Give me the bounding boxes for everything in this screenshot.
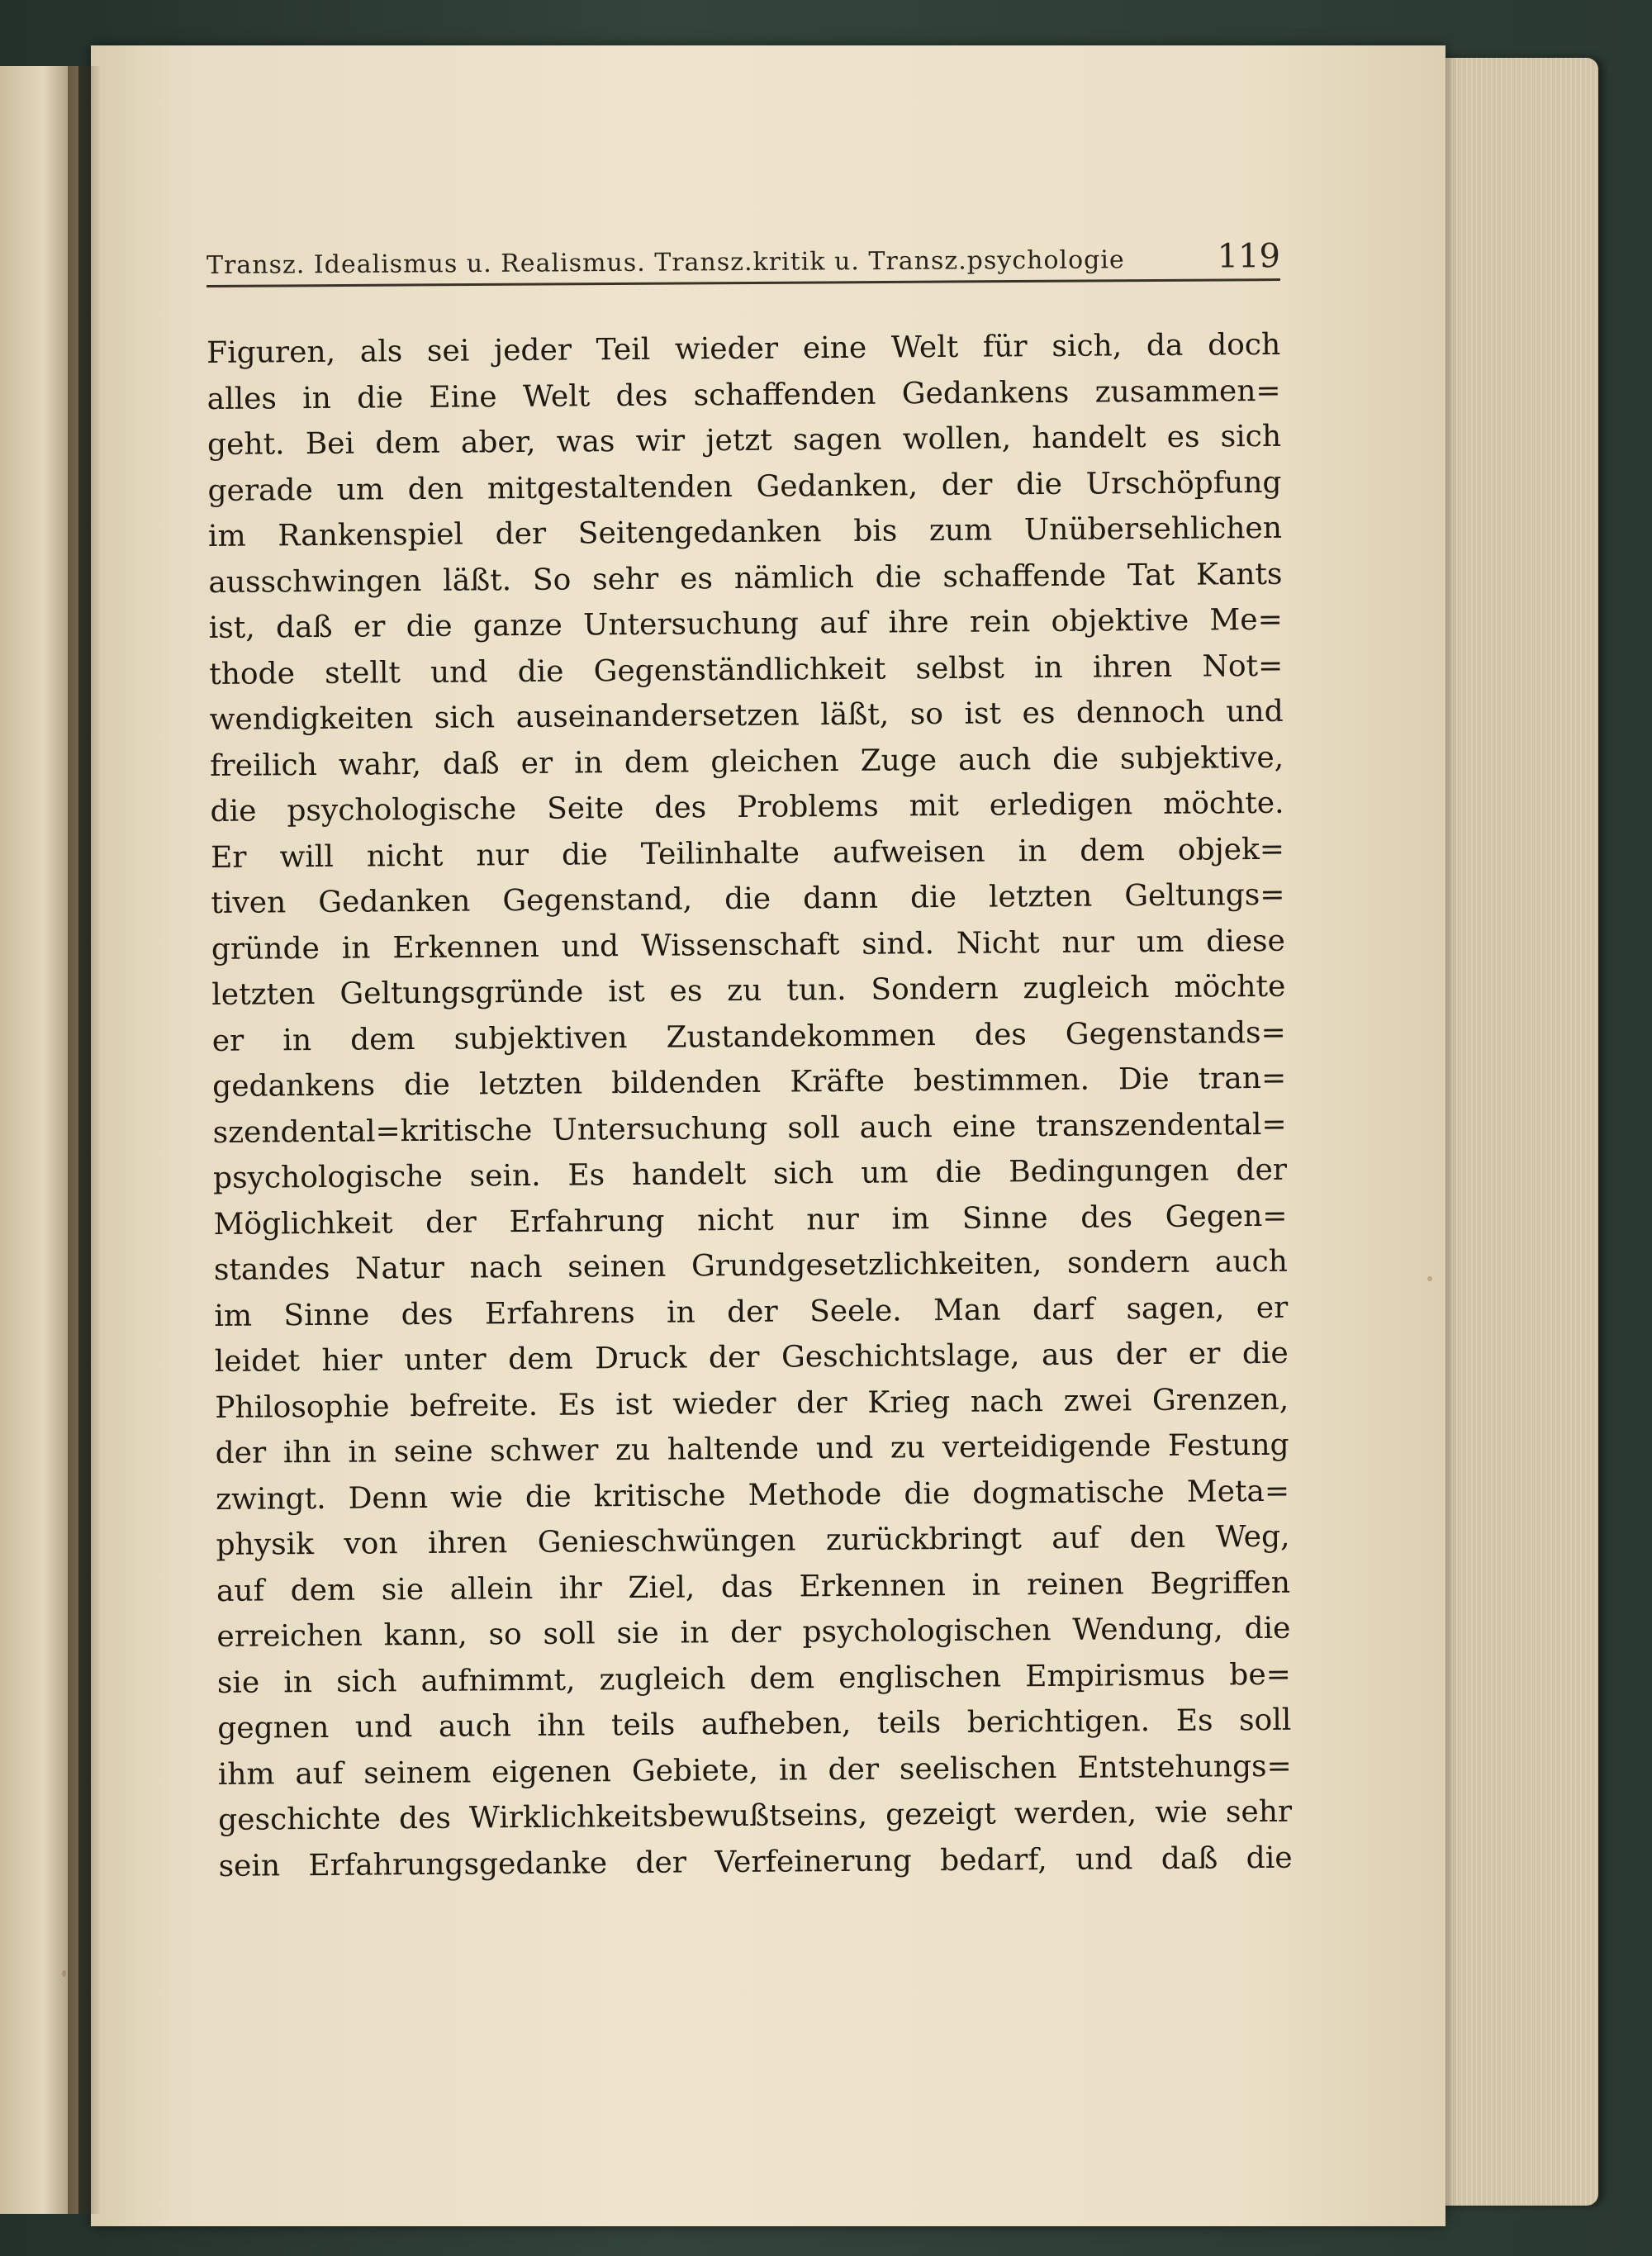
page-gutter-shadow: [68, 66, 101, 2214]
text-line: ist, daß er die ganze Untersuchung auf ihre rein objektive Me=: [208, 602, 1283, 645]
text-line: geschichte des Wirklichkeitsbewußtseins, gezeigt werden, wie sehr: [218, 1794, 1293, 1837]
text-line: der ihn in seine schwer zu haltende und zu verteidigende Festung: [215, 1427, 1289, 1470]
text-line: thode stellt und die Gegenständlichkeit selbst in ihren Not=: [209, 648, 1284, 691]
running-header: [206, 237, 1280, 282]
text-line: zwingt. Denn wie die kritische Methode die dogmatische Meta=: [215, 1474, 1290, 1517]
text-line: alles in die Eine Welt des schaffenden Gedankens zusammen=: [206, 373, 1281, 416]
text-line: ausschwingen läßt. So sehr es nämlich die schaffende Tat Kants: [208, 557, 1283, 600]
text-line: Philosophie befreite. Es ist wieder der Krieg nach zwei Grenzen,: [215, 1382, 1289, 1425]
text-line: geht. Bei dem aber, was wir jetzt sagen wollen, handelt es sich: [206, 419, 1282, 462]
text-line: physik von ihren Genieschwüngen zurückbringt auf den Weg,: [216, 1519, 1290, 1562]
text-line: die psychologische Seite des Problems mit erledigen möchte.: [210, 786, 1284, 829]
text-line: sie in sich aufnimmt, zugleich dem englischen Empirismus be=: [216, 1657, 1291, 1700]
text-line: standes Natur nach seinen Grundgesetzlichkeiten, sondern auch: [213, 1244, 1289, 1287]
text-line: gerade um den mitgestaltenden Gedanken, der die Urschöpfung: [207, 465, 1282, 508]
text-line: gedankens die letzten bildenden Kräfte bestimmen. Die tran=: [212, 1061, 1287, 1104]
text-line: im Rankenspiel der Seitengedanken bis zum Unübersehlichen: [207, 511, 1283, 553]
text-line: gründe in Erkennen und Wissenschaft sind. Nicht nur um diese: [211, 924, 1286, 967]
text-line: gegnen und auch ihn teils aufheben, teils berichtigen. Es soll: [217, 1703, 1292, 1745]
paper-spot: [62, 1970, 66, 1977]
text-line: wendigkeiten sich auseinandersetzen läßt, so ist es dennoch und: [209, 694, 1284, 737]
text-line: auf dem sie allein ihr Ziel, das Erkennen in reinen Begriffen: [216, 1565, 1291, 1608]
text-line: freilich wahr, daß er in dem gleichen Zuge auch die subjektive,: [209, 740, 1284, 783]
text-line: erreichen kann, so soll sie in der psychologischen Wendung, die: [216, 1611, 1291, 1654]
text-line: Figuren, als sei jeder Teil wieder eine Welt für sich, da doch: [206, 327, 1281, 370]
text-line: im Sinne des Erfahrens in der Seele. Man darf sagen, er: [214, 1290, 1289, 1333]
left-facing-page: [0, 66, 78, 2214]
paper-spot: [1427, 1276, 1432, 1281]
running-header-title: Transz. Idealismus u. Realismus. Transz.kritik u. Transz.psychologie: [206, 245, 1125, 280]
text-line: leidet hier unter dem Druck der Geschichtslage, aus der er die: [214, 1336, 1289, 1379]
text-line: letzten Geltungsgründe ist es zu tun. Sondern zugleich möchte: [211, 969, 1286, 1012]
book-page: [91, 45, 1446, 2226]
body-text: [206, 322, 1293, 1889]
text-line: er in dem subjektiven Zustandekommen des Gegenstands=: [211, 1015, 1286, 1058]
text-line: szendental=kritische Untersuchung soll auch eine transzendental=: [212, 1107, 1287, 1150]
text-line: Möglichkeit der Erfahrung nicht nur im Sinne des Gegen=: [213, 1199, 1288, 1242]
page-number: 119: [1217, 237, 1281, 276]
text-line: psychologische sein. Es handelt sich um die Bedingungen der: [212, 1152, 1288, 1195]
text-line: Er will nicht nur die Teilinhalte aufweisen in dem objek=: [210, 832, 1285, 875]
text-line: sein Erfahrungsgedanke der Verfeinerung bedarf, und daß die: [218, 1840, 1293, 1883]
text-line: ihm auf seinem eigenen Gebiete, in der seelischen Entstehungs=: [217, 1749, 1292, 1792]
text-line: tiven Gedanken Gegenstand, die dann die letzten Geltungs=: [211, 877, 1285, 920]
